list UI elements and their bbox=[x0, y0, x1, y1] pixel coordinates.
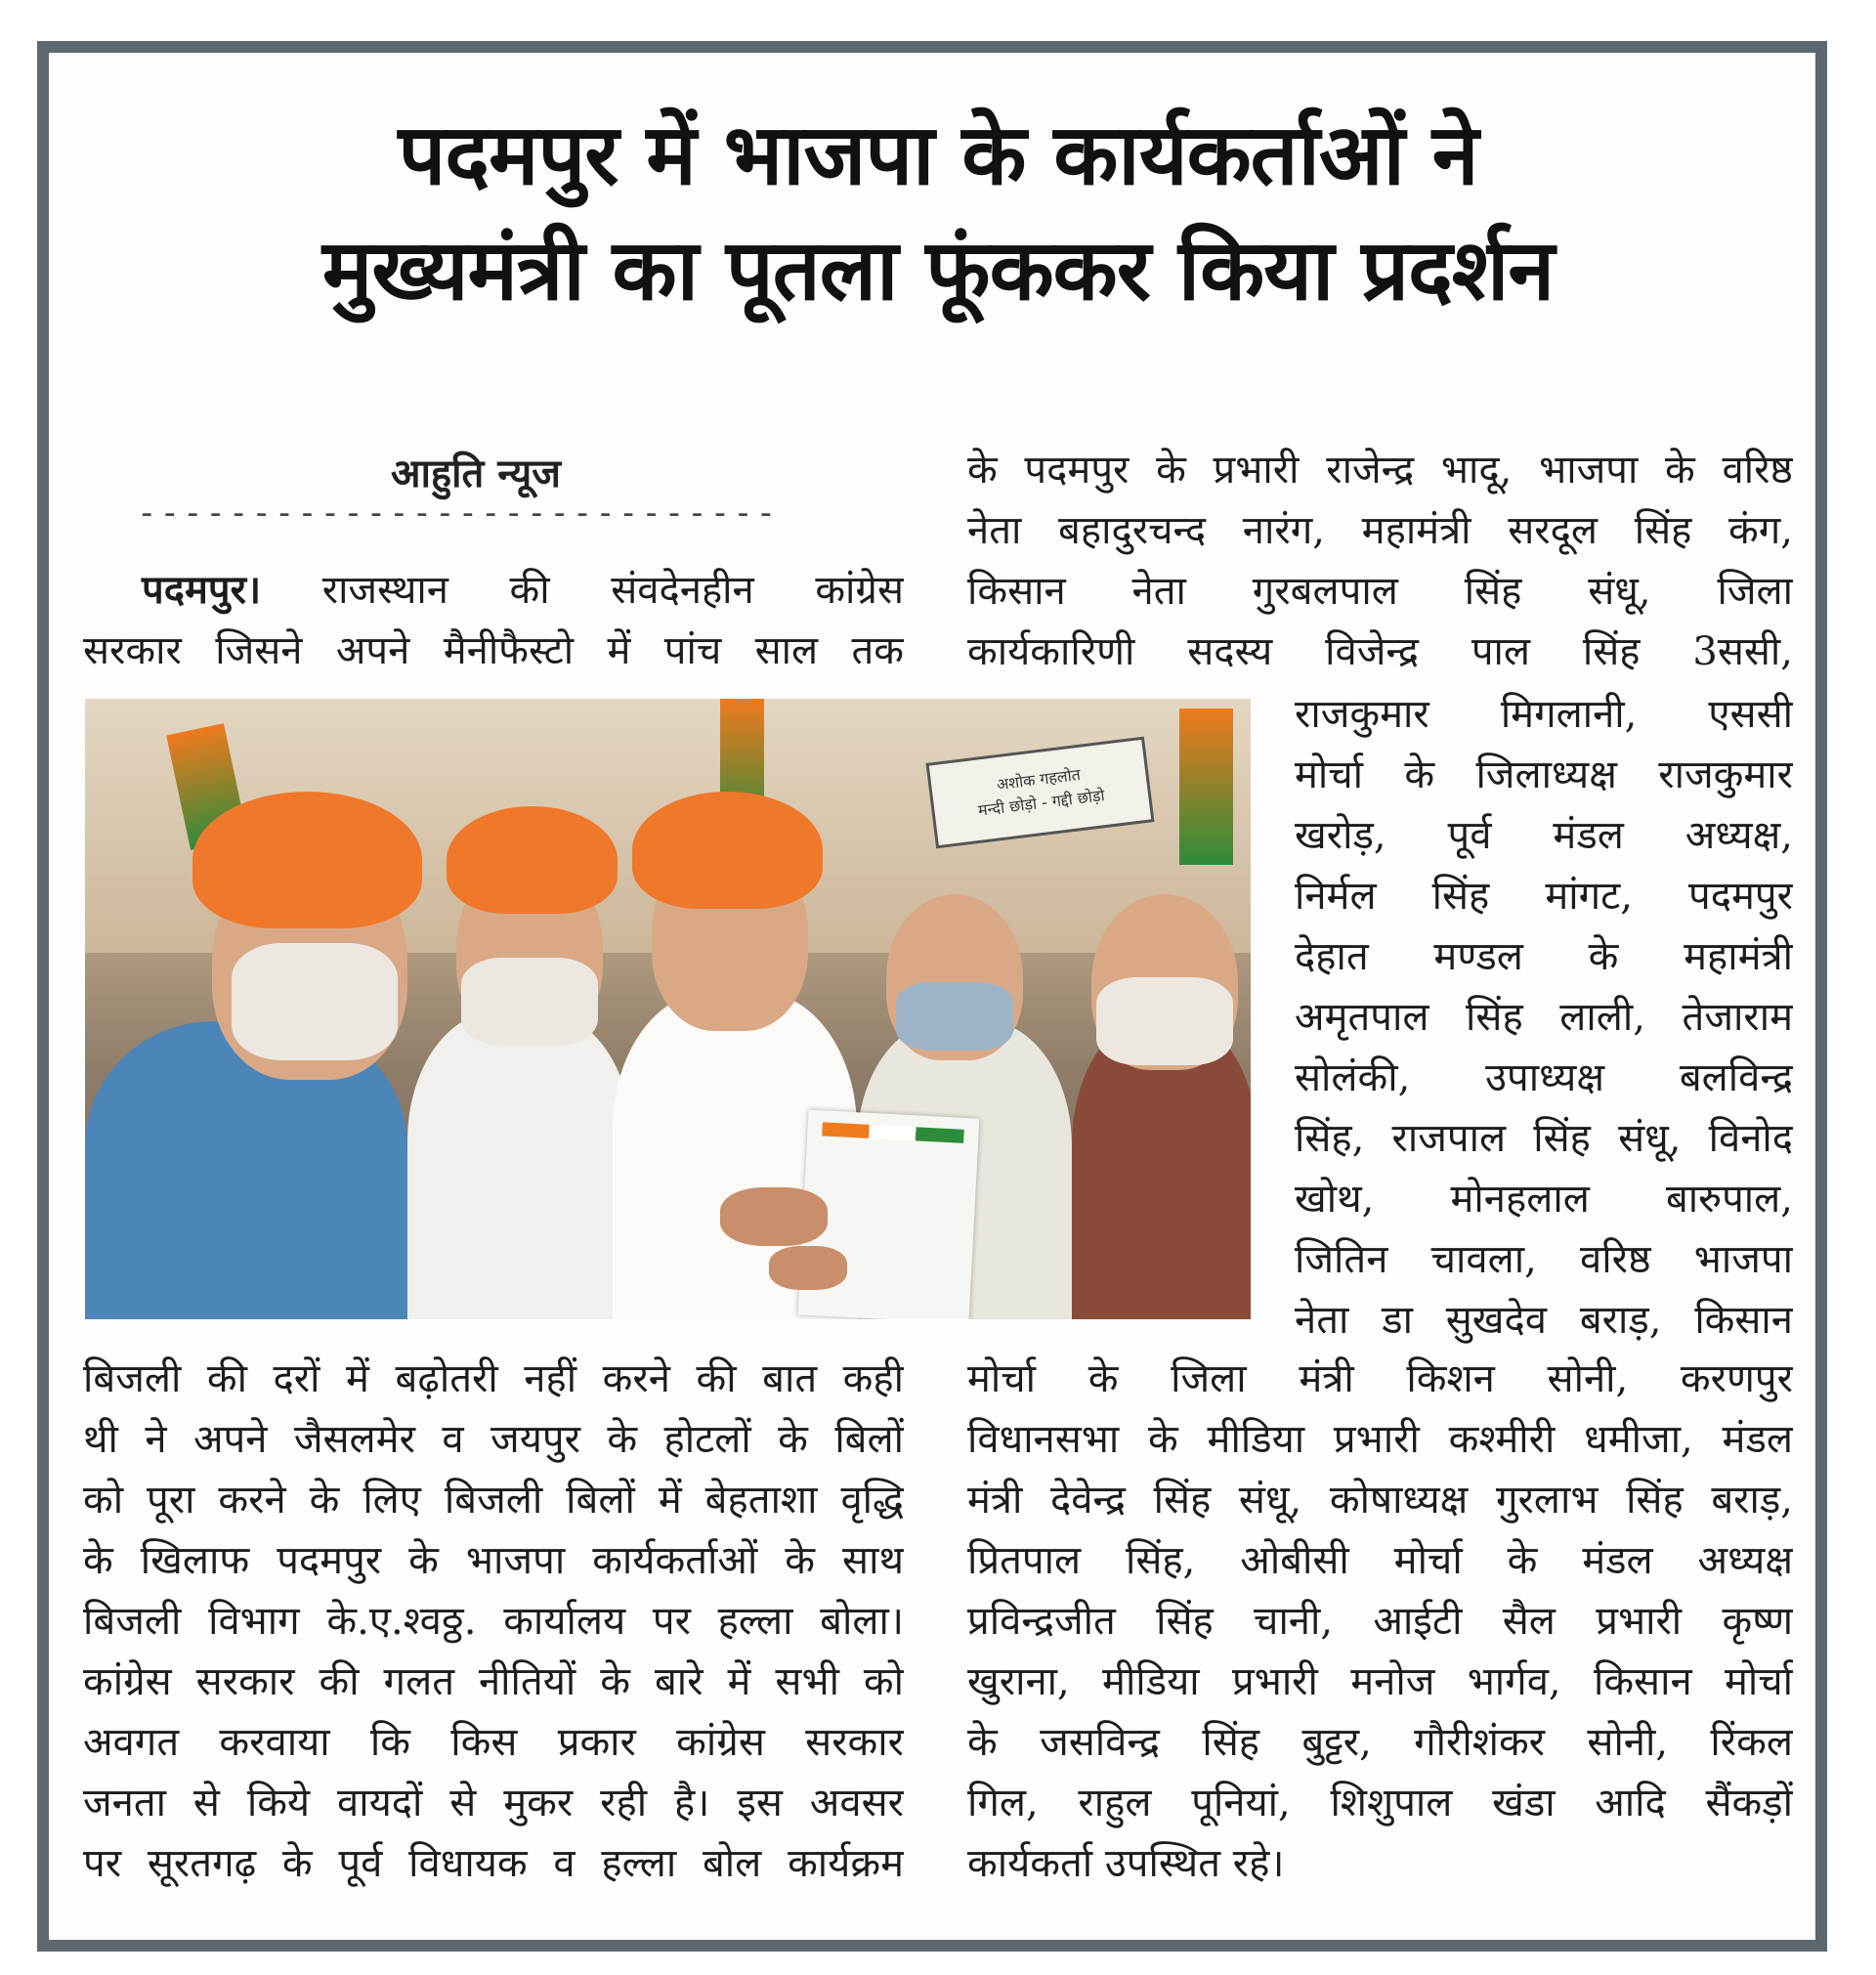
left-top-line-2: सरकार जिसने अपने मैनीफैस्टो में पांच साल तक bbox=[83, 628, 904, 673]
face-mask bbox=[232, 943, 398, 1060]
right-column-top bbox=[967, 440, 1793, 682]
placard-line-1: अशोक गहलोत bbox=[995, 764, 1082, 794]
right-bottom-line: विधानसभा के मीडिया प्रभारी कश्मीरी धमीजा, मंडल bbox=[967, 1417, 1793, 1462]
right-bottom-line: के जसविन्द्र सिंह बुट्टर, गौरीशंकर सोनी, रिंकल bbox=[967, 1720, 1793, 1765]
placard-line-2: मन्दी छोड़ो - गद्दी छोड़ो bbox=[976, 786, 1106, 820]
right-mid-line: मोर्चा के जिलाध्यक्ष राजकुमार bbox=[1295, 752, 1793, 797]
right-mid-line: सोलंकी, उपाध्यक्ष बलविन्द्र bbox=[1295, 1055, 1793, 1100]
left-column-bottom bbox=[83, 1349, 904, 1894]
right-bottom-line: गिल, राहुल पूनियां, शिशुपाल खंडा आदि सैंकड़ों bbox=[967, 1781, 1793, 1825]
right-top-line: नेता बहादुरचन्द नारंग, महामंत्री सरदूल सिंह कंग, bbox=[967, 508, 1793, 553]
party-flag bbox=[1179, 708, 1233, 865]
left-bottom-line: थी ने अपने जैसलमेर व जयपुर के होटलों के बिलों bbox=[83, 1417, 904, 1462]
right-mid-line: जितिन चावला, वरिष्ठ भाजपा bbox=[1295, 1237, 1793, 1282]
right-mid-line: राजकुमार मिगलानी, एससी bbox=[1295, 692, 1793, 737]
right-top-line: किसान नेता गुरबलपाल सिंह संधू, जिला bbox=[967, 569, 1793, 614]
left-bottom-line: जनता से किये वायदों से मुकर रही है। इस अवसर bbox=[83, 1781, 904, 1825]
right-bottom-line: मोर्चा के जिला मंत्री किशन सोनी, करणपुर bbox=[967, 1356, 1793, 1401]
person-turban bbox=[447, 806, 618, 914]
dateline: पदमपुर। bbox=[142, 568, 262, 613]
right-bottom-line: प्रितपाल सिंह, ओबीसी मोर्चा के मंडल अध्यक्ष bbox=[967, 1538, 1793, 1583]
right-mid-line: खोथ, मोनहलाल बारुपाल, bbox=[1295, 1177, 1793, 1222]
right-bottom-line: खुराना, मीडिया प्रभारी मनोज भार्गव, किसान मोर्चा bbox=[967, 1659, 1793, 1704]
person-shirt bbox=[407, 1011, 632, 1319]
left-bottom-line: बिजली की दरों में बढ़ोतरी नहीं करने की बात कही bbox=[83, 1356, 904, 1401]
right-mid-line: सिंह, राजपाल सिंह संधू, विनोद bbox=[1295, 1116, 1793, 1161]
face-mask bbox=[1096, 977, 1233, 1065]
headline-line-1: पदमपुर में भाजपा के कार्यकर्ताओं ने bbox=[398, 107, 1478, 204]
right-mid-line: निर्मल सिंह मांगट, पदमपुर bbox=[1295, 874, 1793, 919]
right-mid-line: अमृतपाल सिंह लाली, तेजाराम bbox=[1295, 995, 1793, 1040]
left-bottom-line: के खिलाफ पदमपुर के भाजपा कार्यकर्ताओं के साथ bbox=[83, 1538, 904, 1583]
person-turban bbox=[192, 792, 422, 928]
headline bbox=[59, 98, 1817, 328]
left-bottom-line: को पूरा करने के लिए बिजली बिलों में बेहताशा वृद्धि bbox=[83, 1478, 904, 1523]
left-top-line-1 bbox=[83, 560, 904, 621]
left-bottom-line: पर सूरतगढ़ के पूर्व विधायक व हल्ला बोल कार्यक्रम bbox=[83, 1841, 904, 1886]
right-mid-line: देहात मण्डल के महामंत्री bbox=[1295, 934, 1793, 979]
left-bottom-line: अवगत करवाया कि किस प्रकार कांग्रेस सरकार bbox=[83, 1720, 904, 1765]
left-top-line-1-text: राजस्थान की संवदेनहीन कांग्रेस bbox=[261, 568, 904, 613]
right-column-mid bbox=[1295, 684, 1793, 1351]
face-mask bbox=[461, 958, 598, 1046]
byline-divider: ---------------------------- bbox=[137, 494, 780, 533]
byline: आहुति न्यूज bbox=[391, 451, 561, 496]
paper-header-stripe bbox=[822, 1122, 964, 1143]
left-bottom-line: कांग्रेस सरकार की गलत नीतियों के बारे में सभी को bbox=[83, 1659, 904, 1704]
right-top-line: के पदमपुर के प्रभारी राजेन्द्र भादू, भाजपा के वरिष्ठ bbox=[967, 448, 1793, 493]
right-bottom-line: कार्यकर्ता उपस्थित रहे। bbox=[967, 1841, 1285, 1886]
right-mid-line: खरोड़, पूर्व मंडल अध्यक्ष, bbox=[1295, 813, 1793, 858]
left-column-top bbox=[83, 560, 904, 681]
person-turban bbox=[632, 792, 823, 909]
hand bbox=[769, 1246, 847, 1290]
right-top-line: कार्यकारिणी सदस्य विजेन्द्र पाल सिंह 3ससी, bbox=[967, 629, 1793, 674]
right-column-bottom bbox=[967, 1349, 1793, 1894]
right-mid-line: नेता डा सुखदेव बराड़, किसान bbox=[1295, 1298, 1793, 1343]
headline-line-2: मुख्यमंत्री का पूतला फूंककर किया प्रदर्शन bbox=[321, 222, 1555, 320]
top-strip bbox=[0, 0, 1876, 21]
left-bottom-line: बिजली विभाग के.ए.श्वठ्ठ. कार्यालय पर हल्ला बोला। bbox=[83, 1599, 904, 1644]
face-mask bbox=[896, 982, 1013, 1051]
right-bottom-line: प्रविन्द्रजीत सिंह चानी, आईटी सैल प्रभारी कृष्ण bbox=[967, 1599, 1793, 1644]
hand bbox=[720, 1187, 828, 1246]
right-bottom-line: मंत्री देवेन्द्र सिंह संधू, कोषाध्यक्ष गुरलाभ सिंह बराड़, bbox=[967, 1478, 1793, 1523]
news-photo bbox=[85, 699, 1251, 1319]
